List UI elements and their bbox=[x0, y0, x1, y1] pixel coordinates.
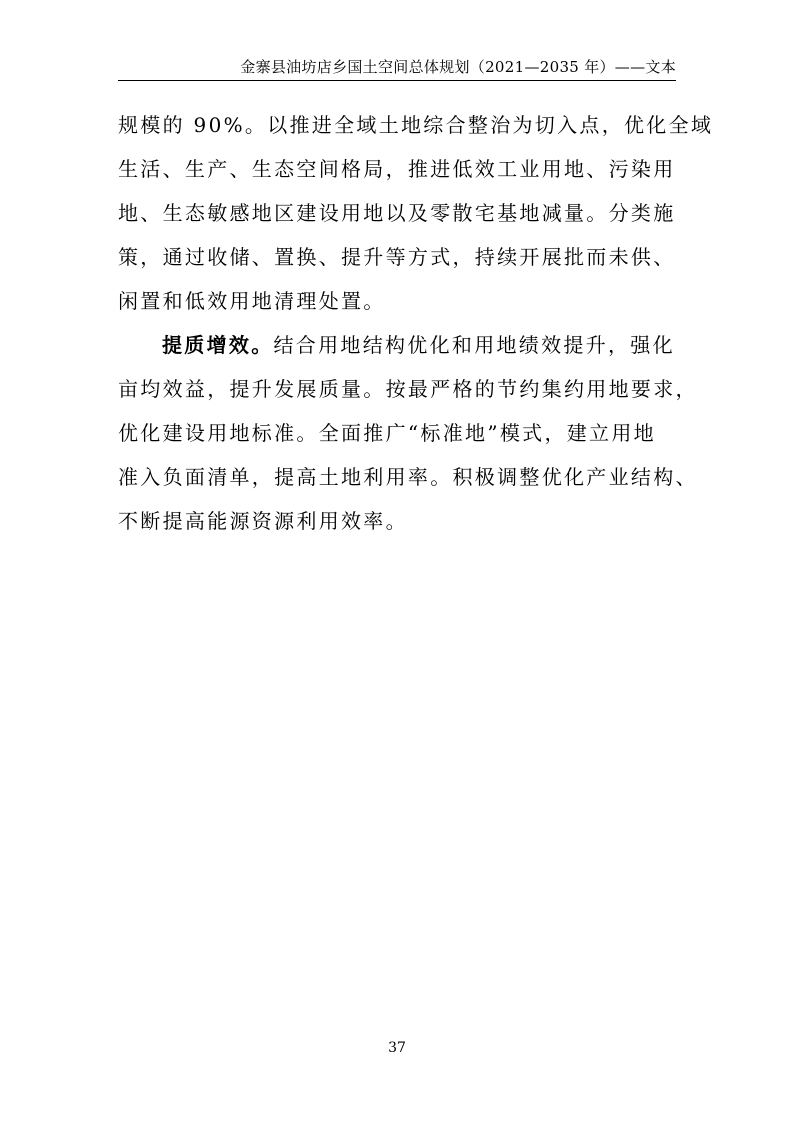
text-line: 规模的 90%。以推进全域土地综合整治为切入点，优化全域 bbox=[118, 113, 714, 137]
text-line: 亩均效益，提升发展质量。按最严格的节约集约用地要求， bbox=[118, 377, 698, 401]
document-body bbox=[118, 103, 714, 543]
page-number: 37 bbox=[388, 1040, 406, 1056]
text-run: 结合用地结构优化和用地绩效提升，强化 bbox=[273, 333, 675, 357]
text-line: 优化建设用地标准。全面推广“标准地”模式，建立用地 bbox=[118, 421, 656, 445]
text-line: 不断提高能源资源利用效率。 bbox=[118, 509, 408, 533]
text-line: 闲置和低效用地清理处置。 bbox=[118, 289, 386, 313]
text-line: 策，通过收储、置换、提升等方式，持续开展批而未供、 bbox=[118, 245, 676, 269]
text-line: 生活、生产、生态空间格局，推进低效工业用地、污染用 bbox=[118, 157, 676, 181]
paragraph-heading: 提质增效。 bbox=[162, 333, 274, 357]
paragraph-quality-efficiency bbox=[118, 323, 698, 543]
text-line: 准入负面清单，提高土地利用率。积极调整优化产业结构、 bbox=[118, 465, 698, 489]
page-header bbox=[118, 54, 676, 81]
text-line: 地、生态敏感地区建设用地以及零散宅基地减量。分类施 bbox=[118, 201, 676, 225]
document-title: 金寨县油坊店乡国土空间总体规划（2021—2035 年）——文本 bbox=[240, 58, 676, 76]
paragraph-land-reduction bbox=[118, 103, 714, 323]
text-line bbox=[118, 323, 678, 367]
